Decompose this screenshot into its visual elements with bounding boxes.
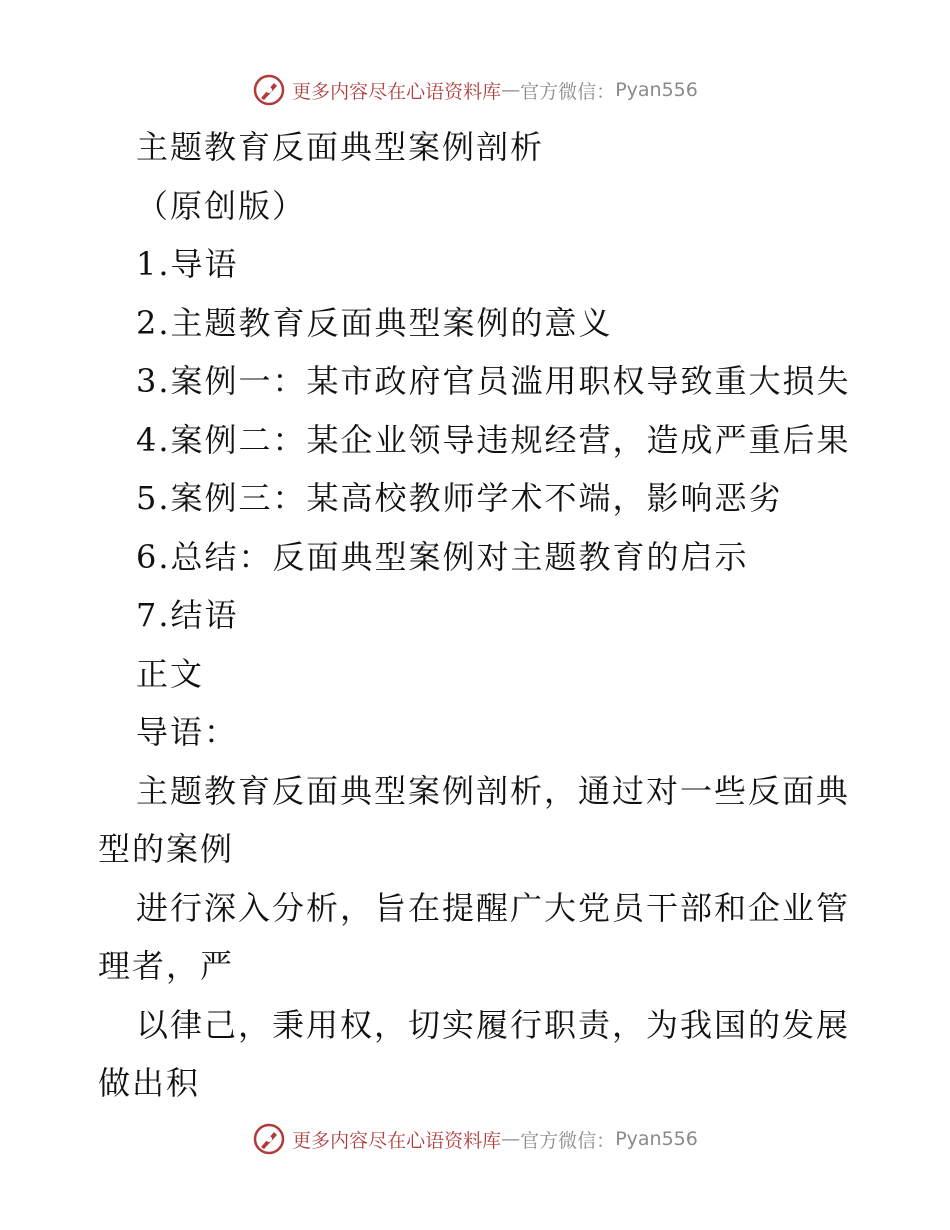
watermark-dash: — [501, 1128, 521, 1150]
watermark-wechat-id: Pyan556 [615, 79, 698, 101]
header-watermark [0, 73, 950, 107]
toc-item-5: 5.案例三：某高校教师学术不端，影响恶劣 [136, 479, 783, 517]
pen-logo-icon [252, 73, 286, 107]
watermark-brand: 更多内容尽在心语资料库 [292, 80, 502, 103]
paragraph-line: 进行深入分析，旨在提醒广大党员干部和企业管 [136, 888, 851, 927]
paragraph-line: 理者，严 [98, 947, 235, 985]
doc-title: 主题教育反面典型案例剖析 [136, 128, 545, 166]
toc-item-7: 7.结语 [136, 596, 239, 634]
doc-subtitle: （原创版） [136, 186, 307, 225]
paragraph-line: 主题教育反面典型案例剖析，通过对一些反面典 [136, 771, 851, 810]
watermark-wechat-id: Pyan556 [615, 1128, 698, 1150]
pen-logo-icon [252, 1122, 286, 1156]
section-heading-body: 正文 [136, 654, 205, 693]
toc-item-2: 2.主题教育反面典型案例的意义 [136, 303, 613, 342]
document-body [98, 118, 858, 1113]
paragraph-line: 做出积 [98, 1064, 201, 1102]
watermark-wechat-label: 官方微信： [520, 1129, 616, 1152]
footer-watermark [0, 1122, 950, 1156]
watermark-dash: — [501, 79, 521, 101]
toc-item-4: 4.案例二：某企业领导违规经营，造成严重后果 [136, 420, 851, 459]
paragraph-line: 型的案例 [98, 830, 235, 868]
toc-item-6: 6.总结：反面典型案例对主题教育的启示 [136, 537, 749, 576]
watermark-brand: 更多内容尽在心语资料库 [292, 1129, 502, 1152]
paragraph-line: 以律己，秉用权，切实履行职责，为我国的发展 [136, 1005, 851, 1044]
watermark-wechat-label: 官方微信： [520, 80, 616, 103]
toc-item-1: 1.导语 [136, 245, 239, 283]
toc-item-3: 3.案例一：某市政府官员滥用职权导致重大损失 [136, 362, 851, 400]
section-heading-intro: 导语： [136, 713, 239, 751]
